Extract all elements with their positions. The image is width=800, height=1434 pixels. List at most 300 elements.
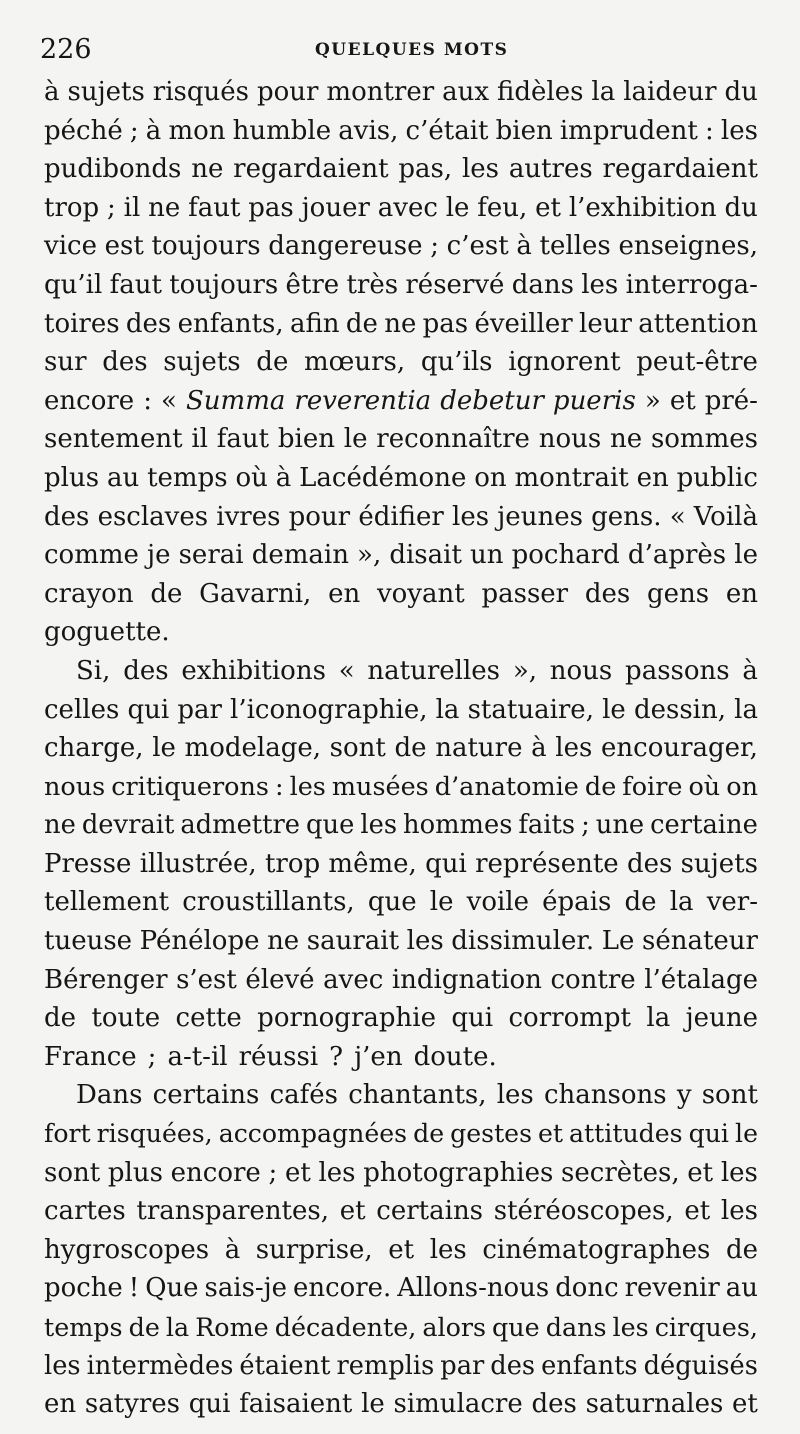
word: représente [475, 848, 619, 879]
word: à [275, 462, 292, 493]
word: ignorent [508, 347, 621, 378]
text-line [44, 1115, 758, 1154]
word: toujours [151, 231, 261, 262]
word: France [44, 1041, 137, 1072]
word: hommes [403, 810, 513, 841]
word: debetur [440, 385, 544, 416]
word: où [688, 771, 721, 802]
word: enfants [541, 1350, 638, 1381]
word: Que [145, 1273, 199, 1304]
word: comme [44, 540, 139, 571]
text-line [44, 691, 758, 730]
word: ne [267, 926, 300, 957]
text-line [44, 613, 758, 652]
word: faisaient [239, 1389, 353, 1420]
text-line [44, 536, 758, 575]
text-line [44, 1347, 758, 1386]
word: passer [481, 578, 569, 609]
word: à [516, 231, 532, 262]
word: le [361, 1389, 385, 1420]
word: sur [44, 347, 87, 378]
word: photographies [363, 1157, 554, 1188]
word: ne [384, 308, 417, 339]
word: étaient [239, 1350, 331, 1381]
word: fidèles [497, 77, 584, 107]
word: cette [175, 1003, 242, 1034]
word: temps [147, 462, 228, 493]
word: dans [545, 1312, 607, 1342]
word: de [394, 733, 427, 764]
word: qui [127, 694, 170, 725]
word: en [725, 578, 758, 609]
word: à [145, 115, 162, 146]
word: du [724, 192, 758, 223]
word: revenir [624, 1273, 720, 1304]
word: ; [129, 115, 139, 146]
word: naturelles [367, 655, 501, 686]
word: l’iconographie, [230, 694, 428, 725]
word: et [388, 1234, 415, 1265]
word: je [147, 540, 171, 571]
word: à [44, 77, 60, 107]
word: de [128, 1312, 160, 1342]
word: faits [518, 810, 576, 841]
word: Presse [44, 848, 132, 879]
word: voile [466, 887, 529, 918]
word: ne [610, 424, 643, 455]
word: sénateur [642, 926, 758, 957]
word: trop [44, 192, 100, 223]
word: les [452, 501, 490, 532]
word: sujets [680, 848, 758, 879]
word: à [531, 733, 547, 764]
word: être [285, 269, 340, 300]
word: par [177, 694, 222, 725]
word: croustillants, [182, 887, 355, 918]
word: les [44, 1350, 81, 1381]
word: en [44, 1389, 77, 1420]
word: » [644, 385, 661, 416]
word: il [123, 192, 141, 223]
word: le [152, 733, 176, 764]
word: fort [44, 1119, 91, 1149]
word: de [345, 308, 378, 339]
word: des [626, 848, 673, 879]
word: avec [377, 192, 438, 223]
word: les [612, 1312, 649, 1342]
word: faut [109, 269, 162, 300]
word: que [492, 1312, 540, 1342]
word: ; [581, 810, 590, 841]
word: sentement [44, 424, 183, 455]
word: ; [147, 1041, 157, 1072]
word: sujets [163, 347, 241, 378]
word: goguette. [44, 617, 170, 648]
word: toires [44, 308, 120, 339]
text-line [44, 382, 758, 421]
word: sommes [650, 424, 758, 455]
word: et [732, 1389, 758, 1420]
word: le [429, 887, 454, 918]
word: d’anatomie [434, 771, 579, 802]
word: devrait [81, 810, 175, 841]
word: pas [248, 192, 294, 223]
word: donc [555, 1273, 619, 1304]
word: par [440, 1350, 485, 1381]
word: encore [44, 385, 135, 416]
word: la [734, 694, 758, 725]
word: la [165, 1312, 190, 1342]
word: ; [107, 192, 116, 223]
word: dessin, [633, 694, 726, 725]
word: de [256, 347, 289, 378]
word: », [357, 540, 382, 571]
text-line [44, 1154, 758, 1193]
word: et [684, 1196, 711, 1227]
word: gens [646, 578, 710, 609]
word: tellement [44, 887, 170, 918]
word: bien [495, 115, 553, 146]
word: réservé [405, 269, 505, 300]
word: Allons-nous [397, 1273, 550, 1304]
word: jeune [685, 1003, 758, 1034]
running-title: QUELQUES MOTS [315, 40, 509, 60]
word: est [104, 231, 144, 262]
word: remplis [336, 1350, 435, 1381]
word: pour [288, 501, 351, 532]
word: dissimuler. [451, 926, 595, 957]
word: la [435, 694, 460, 725]
word: une [595, 810, 645, 841]
word: : [274, 771, 284, 802]
word: Si, [76, 655, 111, 686]
word: au [725, 1273, 758, 1304]
word: poche [44, 1273, 123, 1304]
word: les [461, 154, 500, 185]
word: le [735, 1119, 758, 1149]
text-line [44, 652, 758, 691]
word: public [676, 462, 758, 493]
word: d’après [627, 540, 727, 571]
word: nature [435, 733, 523, 764]
text-line [44, 73, 758, 112]
word: Rome [195, 1312, 269, 1342]
word: c’est [446, 231, 509, 262]
text-line [44, 227, 758, 266]
word: faut [188, 192, 241, 223]
word: pas [422, 308, 469, 339]
word: de [413, 1119, 445, 1149]
word: enfants, [177, 308, 284, 339]
text-line [44, 420, 758, 459]
word: a-t-il [167, 1041, 228, 1072]
word: la [591, 77, 616, 107]
page-header [0, 34, 800, 74]
word: encore. [293, 1273, 392, 1304]
word: cinématographes [482, 1234, 711, 1265]
text-line [44, 845, 758, 884]
word: éveiller [474, 308, 573, 339]
word: les [360, 810, 398, 841]
text-line [44, 999, 758, 1038]
word: montrer [326, 77, 435, 107]
word: avis, [338, 115, 399, 146]
word: même, [328, 848, 417, 879]
word: qui [188, 1389, 231, 1420]
text-line [44, 1076, 758, 1115]
word: satyres [84, 1389, 180, 1420]
word: ne [148, 192, 181, 223]
word: déguisés [643, 1350, 758, 1381]
text-line [44, 112, 758, 151]
word: et [538, 1119, 564, 1149]
text-line [44, 150, 758, 189]
word: celles [44, 694, 120, 725]
word: statuaire, [467, 694, 594, 725]
word: afin [289, 308, 340, 339]
word: nous [44, 771, 106, 802]
word: imprudent [559, 115, 698, 146]
word: alors [422, 1312, 487, 1342]
word: des [102, 347, 148, 378]
word: la [646, 1003, 671, 1034]
word: telles [539, 231, 611, 262]
word: édifier [358, 501, 444, 532]
word: l’étalage [644, 964, 758, 995]
word: contre [550, 964, 636, 995]
word: de [584, 771, 617, 802]
word: « [669, 501, 686, 532]
word: surprise, [255, 1234, 373, 1265]
word: attention [638, 308, 758, 339]
word: disait [389, 540, 462, 571]
word: humble [232, 115, 332, 146]
word: jouer [301, 192, 370, 223]
word: mon [168, 115, 226, 146]
word: du [724, 77, 758, 107]
word: Dans [76, 1080, 143, 1111]
word: sujets [67, 77, 145, 107]
word: passons [625, 655, 730, 686]
word: des [123, 655, 169, 686]
word: plus [107, 1157, 163, 1188]
word: pueris [552, 385, 636, 416]
word: autres [508, 154, 593, 185]
word: de [624, 887, 657, 918]
word: les [318, 1157, 356, 1188]
word: le [343, 424, 368, 455]
text-line [44, 883, 758, 922]
text-line [44, 1231, 758, 1270]
word: transparentes, [136, 1196, 330, 1227]
text-line [44, 1192, 758, 1231]
word: corrompt [508, 1003, 631, 1034]
word: « [338, 655, 355, 686]
word: laideur [623, 77, 717, 107]
text-line [44, 575, 758, 614]
word: c’était [405, 115, 489, 146]
text-line [44, 498, 758, 537]
word: musées [331, 771, 429, 802]
word: les [289, 771, 326, 802]
word: foire [622, 771, 683, 802]
word: ivres [216, 501, 281, 532]
word: stéréoscopes, [493, 1196, 674, 1227]
word: charge, [44, 733, 144, 764]
word: que [306, 810, 355, 841]
word: pour [256, 77, 319, 107]
word: regardaient [233, 154, 389, 185]
word: les [429, 1234, 467, 1265]
word: Voilà [693, 501, 758, 532]
word: attitudes [569, 1119, 683, 1149]
word: exhibitions [181, 655, 326, 686]
word: saturnales [585, 1389, 724, 1420]
word: pudibonds [44, 154, 182, 185]
word: sont [44, 1157, 101, 1188]
word: cartes [44, 1196, 126, 1227]
word: les [581, 269, 619, 300]
word: sais-je [204, 1273, 288, 1304]
body-text [44, 73, 758, 1424]
word: certaine [650, 810, 758, 841]
text-line [44, 1269, 758, 1308]
word: qui [425, 848, 467, 879]
word: reverentia [294, 385, 432, 416]
word: les [555, 733, 593, 764]
word: dangereuse [268, 231, 423, 262]
word: esclaves [97, 501, 209, 532]
word: ? [329, 1041, 344, 1072]
text-line [44, 1038, 758, 1077]
text-line [44, 806, 758, 845]
word: ver- [706, 887, 758, 918]
word: secrètes, [561, 1157, 680, 1188]
word: Gavarni, [199, 578, 312, 609]
text-line [44, 922, 758, 961]
text-line [44, 189, 758, 228]
word: un [470, 540, 504, 571]
word: il [191, 424, 208, 455]
text-line [44, 729, 758, 768]
word: peut-être [636, 347, 758, 378]
word: péché [44, 115, 123, 146]
word: et [669, 385, 696, 416]
text-line [44, 961, 758, 1000]
word: pornographie [257, 1003, 436, 1034]
word: où [235, 462, 268, 493]
word: illustrée, [139, 848, 257, 879]
word: hygroscopes [44, 1234, 210, 1265]
word: ! [128, 1273, 140, 1304]
word: ; [268, 1157, 278, 1188]
word: montrait [514, 462, 629, 493]
word: en [636, 462, 669, 493]
word: leur [579, 308, 632, 339]
word: encore [170, 1157, 261, 1188]
text-line [44, 305, 758, 344]
word: des [490, 1350, 536, 1381]
word: des [584, 578, 631, 609]
word: : [705, 115, 714, 146]
word: intermèdes [86, 1350, 234, 1381]
word: gestes [450, 1119, 532, 1149]
word: simulacre [393, 1389, 523, 1420]
word: très [346, 269, 399, 300]
word: tueuse [44, 926, 133, 957]
word: qu’ils [420, 347, 493, 378]
word: ne [44, 810, 76, 841]
word: les [496, 1080, 534, 1111]
word: au [106, 462, 140, 493]
word: Bérenger [44, 964, 168, 995]
word: pré- [704, 385, 758, 416]
word: faut [216, 424, 270, 455]
word: pas, [398, 154, 453, 185]
word: regardaient [602, 154, 758, 185]
word: serai [178, 540, 244, 571]
word: crayon [44, 578, 134, 609]
word: la [669, 887, 694, 918]
word: à [742, 655, 758, 686]
word: jeunes [497, 501, 583, 532]
word: qui [451, 1003, 494, 1034]
word: voyant [376, 578, 465, 609]
text-line [44, 768, 758, 807]
word: toute [91, 1003, 161, 1034]
word: avec [323, 964, 384, 995]
word: cafés [269, 1080, 338, 1111]
word: certains [152, 1080, 260, 1111]
word: élevé [245, 964, 315, 995]
word: le [602, 694, 626, 725]
word: Pénélope [139, 926, 260, 957]
word: qui [688, 1119, 729, 1149]
word: risqués [152, 77, 249, 107]
word: indignation [391, 964, 542, 995]
page-number: 226 [40, 34, 92, 65]
text-line [44, 1308, 758, 1347]
text-line [44, 266, 758, 305]
word: chantants, [348, 1080, 487, 1111]
word: aux [442, 77, 490, 107]
word: des [125, 308, 172, 339]
word: et [687, 1157, 714, 1188]
word: de [150, 578, 183, 609]
word: en [328, 578, 361, 609]
word: et [339, 1196, 366, 1227]
word: « [161, 385, 177, 416]
word: Lacédémone [299, 462, 467, 493]
word: ; [430, 231, 439, 262]
word: à [224, 1234, 241, 1265]
word: et [284, 1157, 311, 1188]
word: gens. [591, 501, 662, 532]
word: des [44, 501, 90, 532]
word: feu, [477, 192, 528, 223]
word: des [531, 1389, 577, 1420]
word: trop [264, 848, 321, 879]
word: toujours [169, 269, 279, 300]
word: cirques, [654, 1312, 758, 1342]
word: encourager, [601, 733, 758, 764]
word: interroga- [625, 269, 758, 300]
word: décadente, [274, 1312, 417, 1342]
word: que [367, 887, 417, 918]
word: on [726, 771, 758, 802]
word: les [720, 1196, 758, 1227]
word: qu’il [44, 269, 103, 300]
